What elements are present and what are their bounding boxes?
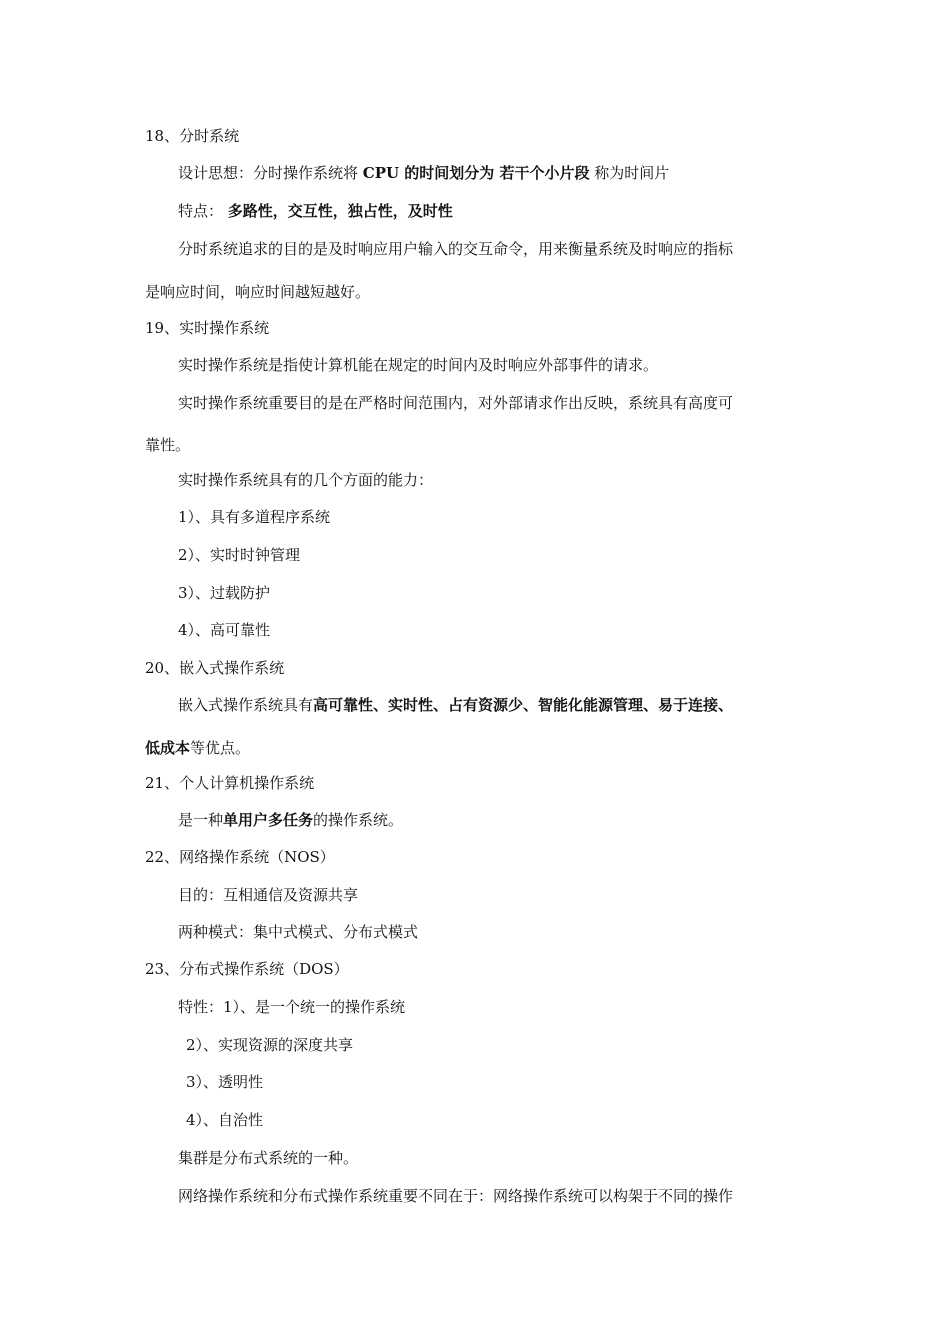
list-item: 3）、透明性: [186, 1073, 264, 1091]
section-20-heading: 20、嵌入式操作系统: [145, 659, 285, 677]
paragraph-line: 实时操作系统具有的几个方面的能力：: [178, 471, 434, 489]
section-19-heading: 19、实时操作系统: [145, 319, 270, 337]
paragraph-line: 目的：互相通信及资源共享: [178, 886, 359, 904]
features-line: [178, 201, 453, 221]
text-run: 的操作系统。: [313, 811, 404, 829]
list-item: 1）、具有多道程序系统: [178, 508, 331, 526]
paragraph-line: 分时系统追求的目的是及时响应用户输入的交互命令，用来衡量系统及时响应的指标: [178, 240, 734, 258]
bold-text-run: 低成本: [145, 739, 191, 757]
paragraph-line: 网络操作系统和分布式操作系统重要不同在于：网络操作系统可以构架于不同的操作: [178, 1187, 734, 1205]
bold-text-run: 单用户多任务: [223, 811, 314, 829]
paragraph-line: 实时操作系统是指使计算机能在规定的时间内及时响应外部事件的请求。: [178, 356, 659, 374]
section-23-heading: 23、分布式操作系统（DOS）: [145, 960, 349, 978]
paragraph-line: 是响应时间，响应时间越短越好。: [145, 283, 371, 301]
list-item: 2）、实现资源的深度共享: [186, 1036, 354, 1054]
design-idea-line: [178, 163, 669, 183]
text-run: 特点：: [178, 202, 228, 220]
text-run: 是一种: [178, 811, 224, 829]
bold-text-run: 多路性，交互性，独占性，及时性: [227, 202, 453, 220]
paragraph-line: [178, 695, 733, 715]
paragraph-line: 靠性。: [145, 436, 191, 454]
text-run: 设计思想：分时操作系统将: [178, 164, 363, 182]
bold-text-run: CPU 的时间划分为 若干个小片段: [362, 164, 590, 182]
list-item: 4）、高可靠性: [178, 621, 271, 639]
paragraph-line: 集群是分布式系统的一种。: [178, 1149, 359, 1167]
list-item: 2）、实时时钟管理: [178, 546, 301, 564]
paragraph-line: [145, 738, 250, 758]
paragraph-line: 两种模式：集中式模式、分布式模式: [178, 923, 419, 941]
text-run: 称为时间片: [589, 164, 670, 182]
list-item: 3）、过载防护: [178, 584, 271, 602]
paragraph-line: 实时操作系统重要目的是在严格时间范围内，对外部请求作出反映，系统具有高度可: [178, 394, 734, 412]
section-18-heading: 18、分时系统: [145, 127, 240, 145]
list-item: 4）、自治性: [186, 1111, 264, 1129]
bold-text-run: 高可靠性、实时性、占有资源少、智能化能源管理、易于连接、: [313, 696, 734, 714]
section-22-heading: 22、网络操作系统（NOS）: [145, 848, 335, 866]
section-21-heading: 21、个人计算机操作系统: [145, 774, 315, 792]
paragraph-line: [178, 810, 403, 830]
list-item: 特性：1）、是一个统一的操作系统: [178, 998, 406, 1016]
text-run: 嵌入式操作系统具有: [178, 696, 314, 714]
text-run: 等优点。: [190, 739, 251, 757]
